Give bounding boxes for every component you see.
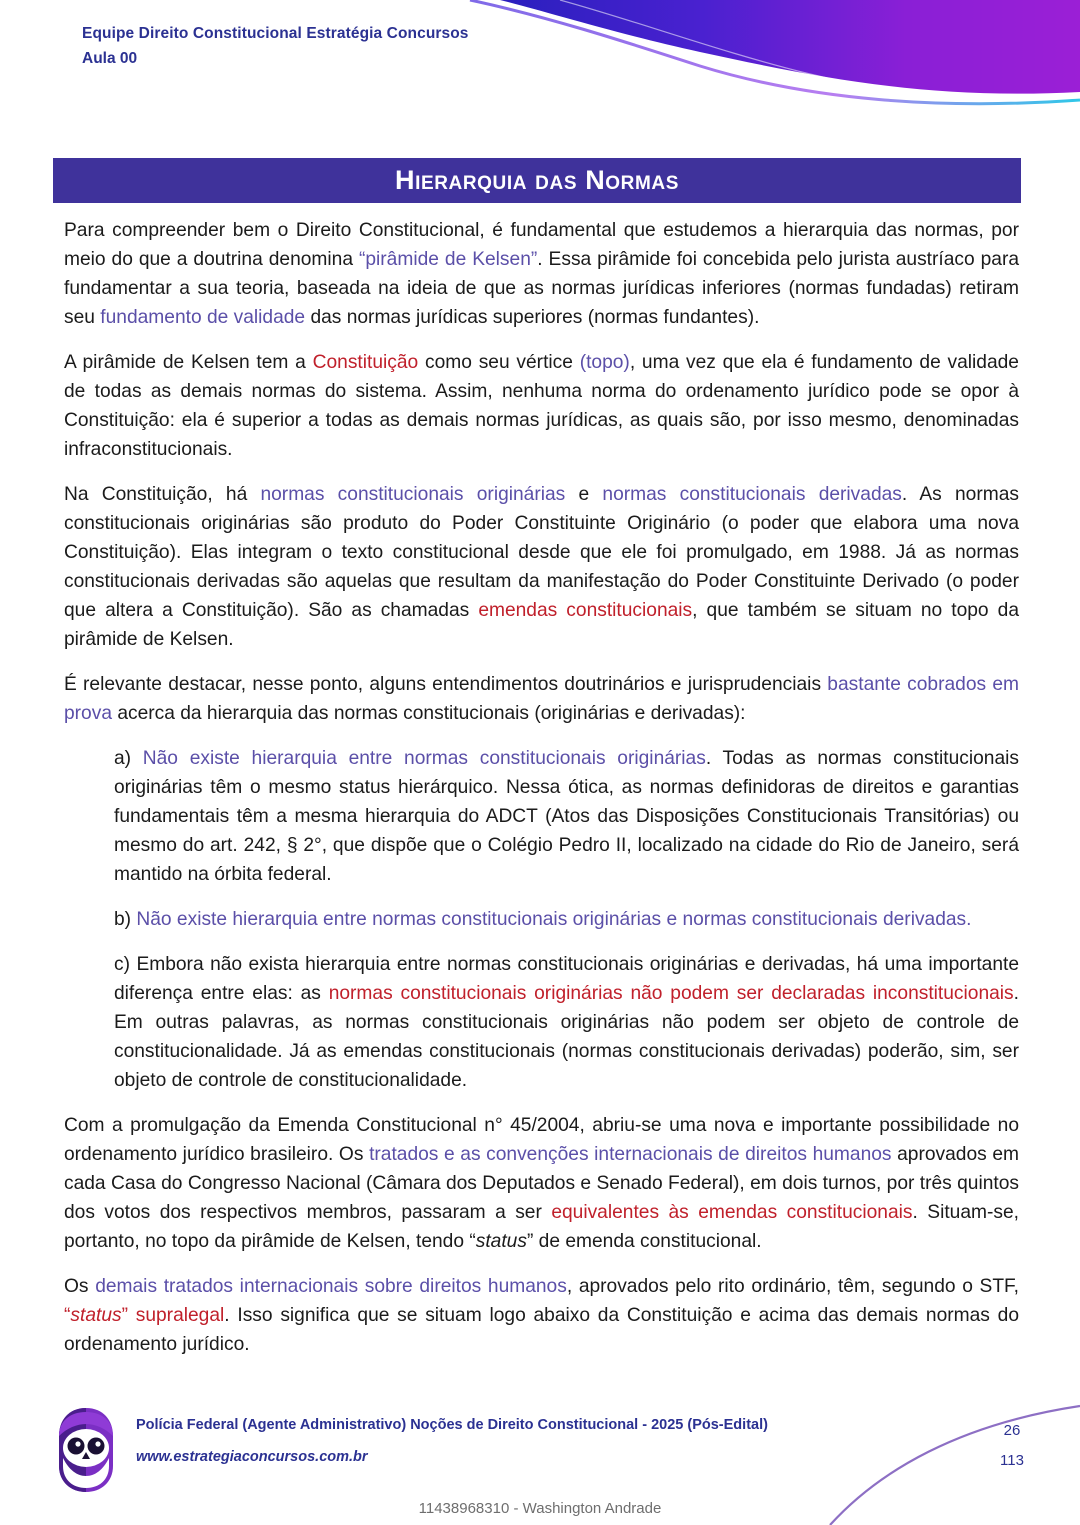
item-b-highlight: Não existe hierarquia entre normas constitucionais originárias e normas constitucionais derivadas [136, 909, 967, 930]
p2-s1: A pirâmide de Kelsen tem a [64, 352, 313, 373]
item-b-rest: . [966, 909, 972, 930]
item-c-highlight: normas constitucionais originárias não podem ser declaradas inconstitucionais [328, 983, 1014, 1004]
p3-s1: Na Constituição, há [64, 484, 261, 505]
header-team-title: Equipe Direito Constitucional Estratégia Concursos [82, 25, 469, 42]
p5-s5: . Situam-se, portanto, no topo da pirâmide de Kelsen, tendo “ [64, 1202, 1019, 1252]
paragraph-4 [64, 670, 1019, 728]
p5-s1: Com a promulgação da Emenda Constitucional n° 45/2004, abriu-se uma nova e importante possibilidade no ordenamento jurídico brasileiro. Os [64, 1115, 1019, 1165]
document-content [64, 216, 1019, 1359]
p2-s3: como seu vértice [418, 352, 580, 373]
watermark-user-id: 11438968310 - Washington Andrade [418, 1500, 662, 1517]
p5-highlight-equivalentes-emendas: equivalentes às emendas constitucionais [551, 1202, 913, 1223]
p1-highlight-piramide-kelsen: “pirâmide de Kelsen” [358, 249, 538, 270]
p6-italic-status: status [70, 1305, 122, 1326]
p3-s3: e [565, 484, 603, 505]
p4-s3: acerca da hierarquia das normas constitucionais (originárias e derivadas): [112, 703, 746, 724]
section-title-banner [53, 158, 1021, 203]
p2-highlight-topo: (topo) [579, 352, 630, 373]
header-lesson-label: Aula 00 [82, 49, 138, 67]
p3-highlight-normas-derivadas: normas constitucionais derivadas [602, 484, 902, 505]
page-number-total: 113 [1000, 1452, 1024, 1469]
p2-s5: , uma vez que ela é fundamento de validade de todas as demais normas do sistema. Assim, nenhuma norma do ordenamento jurídico pode se opor à Constituição: ela é superior a todas as demais normas jurídicas, as quais são, por isso mesmo, denominadas infraconstitucionais. [64, 352, 1019, 460]
p3-highlight-normas-originarias: normas constitucionais originárias [260, 484, 566, 505]
paragraph-1 [64, 216, 1019, 332]
p6-s1: Os [64, 1276, 96, 1297]
p1-highlight-fundamento-validade: fundamento de validade [100, 307, 306, 328]
item-a-rest: . Todas as normas constitucionais originárias têm o mesmo status hierárquico. Nessa ótica, as normas definidoras de direitos e garantias fundamentais têm a mesma hierarquia do ADCT (Atos das Disposições Constitucionais Transitórias) ou mesmo do art. 242, § 2°, que dispõe que o Colégio Pedro II, localizado na cidade do Rio de Janeiro, será mantido na órbita federal. [114, 748, 1019, 885]
p5-italic-status: status [475, 1231, 527, 1252]
p6-highlight-demais-tratados: demais tratados internacionais sobre direitos humanos [95, 1276, 567, 1297]
item-b-marker: b) [114, 909, 137, 930]
paragraph-3 [64, 480, 1019, 654]
p3-s7: , que também se situam no topo da pirâmide de Kelsen. [64, 600, 1019, 650]
paragraph-2 [64, 348, 1019, 464]
p5-s3: aprovados em cada Casa do Congresso Nacional (Câmara dos Deputados e Senado Federal), em dois turnos, por três quintos dos votos dos respectivos membros, passaram a ser [64, 1144, 1019, 1223]
p4-highlight-bastante-cobrados: bastante cobrados em prova [64, 674, 1019, 724]
list-item-c [64, 950, 1019, 1095]
item-c-rest: . Em outras palavras, as normas constitucionais originárias não podem ser objeto de controle de constitucionalidade. Já as emendas constitucionais (normas constitucionais derivadas) poderão, sim, ser objeto de controle de constitucionalidade. [114, 983, 1019, 1091]
item-a-marker: a) [114, 748, 143, 769]
footer-website-link[interactable]: www.estrategiaconcursos.com.br [136, 1448, 368, 1465]
item-a-highlight: Não existe hierarquia entre normas constitucionais originárias [142, 748, 706, 769]
page-footer [0, 1400, 1080, 1525]
p1-s5: das normas jurídicas superiores (normas fundantes). [305, 307, 760, 328]
paragraph-6 [64, 1272, 1019, 1359]
footer-course-title: Polícia Federal (Agente Administrativo) Noções de Direito Constitucional - 2025 (Pós-Edital) [136, 1417, 768, 1433]
p3-highlight-emendas-constitucionais: emendas constitucionais [478, 600, 693, 621]
p6-s7: . Isso significa que se situam logo abaixo da Constituição e acima das demais normas do ordenamento jurídico. [64, 1305, 1019, 1355]
p5-s7: ” de emenda constitucional. [526, 1231, 762, 1252]
owl-logo-icon [55, 1406, 117, 1494]
item-c-s1: Embora não exista hierarquia entre normas constitucionais originárias e derivadas, há uma importante diferença entre elas: as [114, 954, 1019, 1004]
p2-highlight-constituicao: Constituição [312, 352, 419, 373]
p4-s1: É relevante destacar, nesse ponto, alguns entendimentos doutrinários e jurisprudenciais [64, 674, 828, 695]
page-number-current: 26 [1003, 1422, 1021, 1439]
p3-s5: . As normas constitucionais originárias são produto do Poder Constituinte Originário (o poder que elabora uma nova Constituição). Elas integram o texto constitucional desde que ele foi promulgado, em 1988. Já as normas constitucionais derivadas são aquelas que resultam da manifestação do Poder Constituinte Derivado (o poder que altera a Constituição). São as chamadas [64, 484, 1019, 621]
section-title-text: Hierarquia das Normas [394, 165, 680, 195]
list-item-b [64, 905, 1019, 934]
item-c-marker: c) [114, 954, 137, 975]
p1-s3: . Essa pirâmide foi concebida pelo jurista austríaco para fundamentar a sua teoria, baseada na ideia de que as normas jurídicas inferiores (normas fundadas) retiram seu [64, 249, 1020, 328]
p5-highlight-tratados-convencoes: tratados e as convenções internacionais de direitos humanos [369, 1144, 892, 1165]
p6-highlight-supralegal: ” supralegal [121, 1305, 225, 1326]
p6-quote-open: “ [64, 1305, 71, 1326]
p1-s1: Para compreender bem o Direito Constitucional, é fundamental que estudemos a hierarquia das normas, por meio do que a doutrina denomina [64, 220, 1019, 270]
list-item-a [64, 744, 1019, 889]
p6-s3: , aprovados pelo rito ordinário, têm, segundo o STF, [566, 1276, 1019, 1297]
paragraph-5 [64, 1111, 1019, 1256]
